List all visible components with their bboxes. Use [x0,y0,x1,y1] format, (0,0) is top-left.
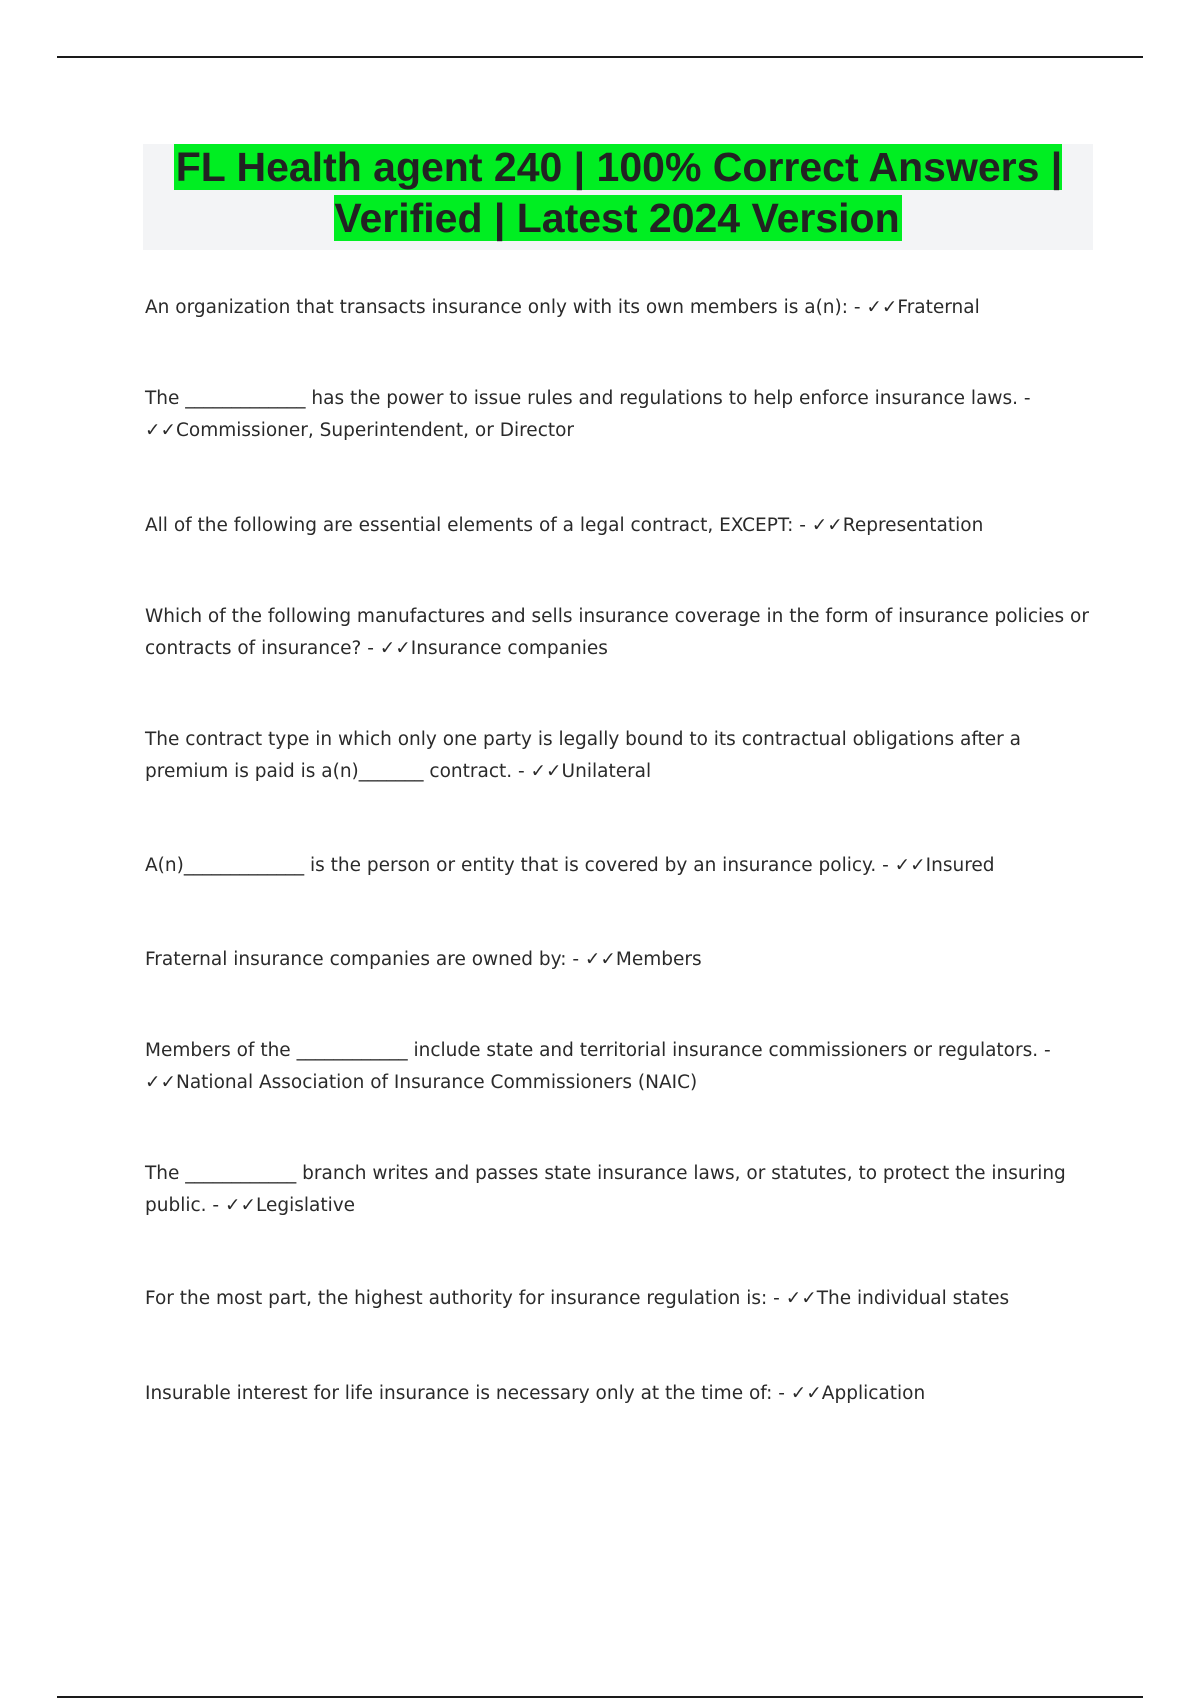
qa-item-11: Insurable interest for life insurance is necessary only at the time of: - ✓✓Application [145,1383,926,1404]
qa-item-7: Fraternal insurance companies are owned by: - ✓✓Members [145,949,702,970]
title-text: FL Health agent 240 | 100% Correct Answers | Verified | Latest 2024 Version [175,144,1063,241]
qa-item-8: Members of the ____________ include state and territorial insurance commissioners or regulators. - ✓✓National Association of Insurance Commissioners (NAIC) [145,1040,1051,1093]
top-rule [57,56,1143,58]
qa-item-5: The contract type in which only one party is legally bound to its contractual obligations after a premium is paid is a(n)_______ contract. - ✓✓Unilateral [145,729,1021,782]
qa-item-2: The _____________ has the power to issue rules and regulations to help enforce insurance laws. - ✓✓Commissioner, Superintendent, or Director [145,388,1031,441]
qa-item-10: For the most part, the highest authority for insurance regulation is: - ✓✓The individual states [145,1288,1010,1309]
qa-item-9: The ____________ branch writes and passes state insurance laws, or statutes, to protect the insuring public. - ✓✓Legislative [145,1163,1066,1216]
qa-item-6: A(n)_____________ is the person or entity that is covered by an insurance policy. - ✓✓Insured [145,855,995,876]
qa-item-4: Which of the following manufactures and sells insurance coverage in the form of insurance policies or contracts of insurance? - ✓✓Insurance companies [145,606,1089,659]
qa-item-1: An organization that transacts insurance only with its own members is a(n): - ✓✓Fraternal [145,297,980,318]
document-title [143,142,1093,244]
bottom-rule [57,1696,1143,1698]
qa-item-3: All of the following are essential elements of a legal contract, EXCEPT: - ✓✓Representation [145,515,984,536]
